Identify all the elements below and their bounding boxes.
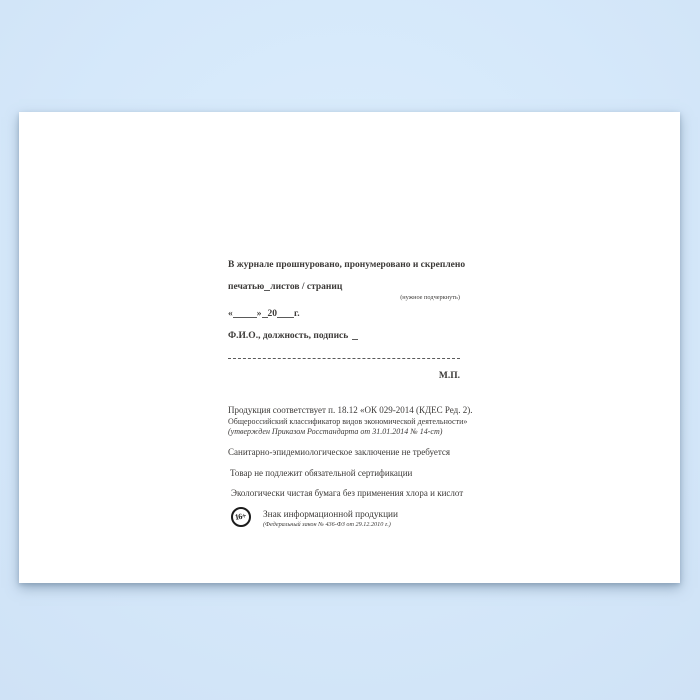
signer-label: Ф.И.О., должность, подпись <box>228 331 349 341</box>
sheets-pages-label: листов / страниц <box>270 282 343 292</box>
stamp-place-label: М.П. <box>438 371 460 381</box>
eco-paper-statement: Экологически чистая бумага без применения хлора и кислот <box>231 488 464 498</box>
date-quote-close: » <box>256 309 262 319</box>
seal-row <box>228 282 460 292</box>
age-mark-law-note: (Федеральный закон № 436-ФЗ от 29.12.2010 г.) <box>263 520 391 528</box>
age-16-plus-icon: 16+ <box>231 507 251 527</box>
signer-row <box>228 331 460 341</box>
age-mark <box>228 507 460 528</box>
no-mandatory-cert-statement: Товар не подлежит обязательной сертификации <box>230 468 413 478</box>
year-suffix: г. <box>294 309 300 319</box>
signature-full-blank-line <box>228 358 460 359</box>
date-row <box>228 309 460 319</box>
year-blank-line <box>277 317 294 318</box>
underline-note: (нужное подчеркнуть) <box>400 294 460 301</box>
year-prefix: 20 <box>267 309 277 319</box>
conformity-line-3: (утвержден Приказом Росстандарта от 31.01.2014 № 14-ст) <box>228 427 443 436</box>
sanitary-statement: Санитарно-эпидемиологическое заключение не требуется <box>228 447 451 457</box>
age-mark-text <box>263 507 398 528</box>
conformity-line-1: Продукция соответствует п. 18.12 «ОК 029-2014 (КДЕС Ред. 2). <box>228 405 473 415</box>
seal-label: печатью <box>228 282 265 292</box>
day-blank-line <box>233 317 257 318</box>
journal-back-page <box>19 112 680 583</box>
signature-blank-line <box>352 339 358 340</box>
date-quote-open: « <box>228 309 233 319</box>
conformity-line-2: Общероссийский классификатор видов экономической деятельности» <box>228 417 468 426</box>
age-mark-title: Знак информационной продукции <box>263 510 398 520</box>
bound-statement: В журнале прошнуровано, пронумеровано и скреплено <box>228 260 466 270</box>
